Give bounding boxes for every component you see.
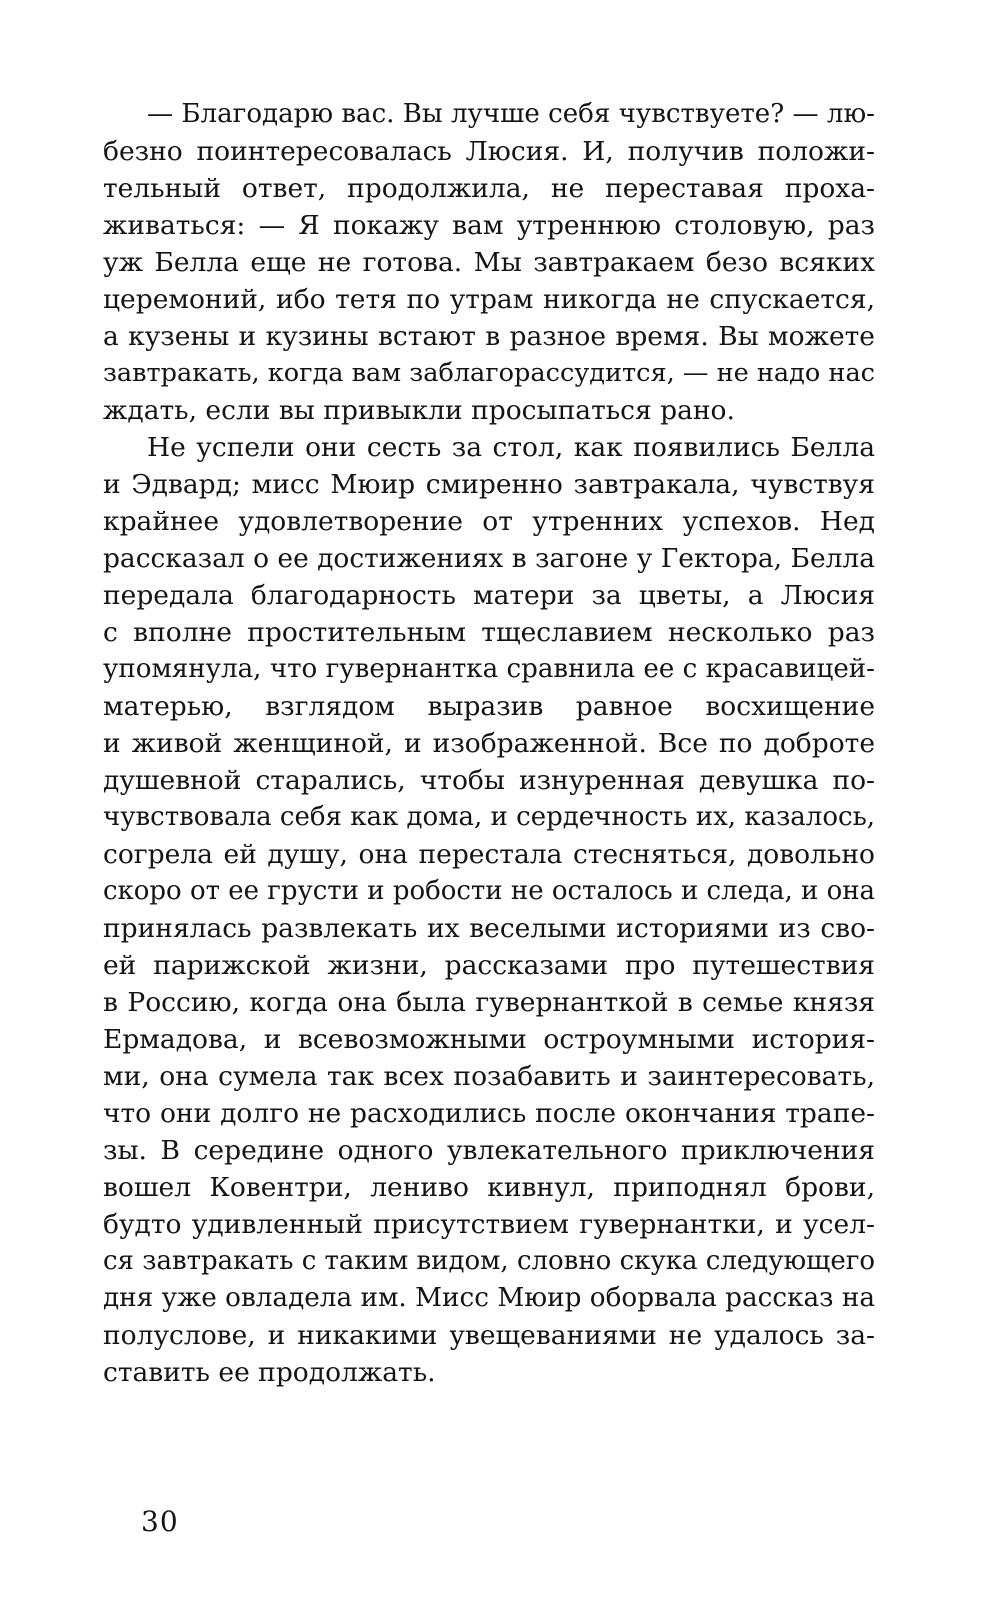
text-line: скоро от ее грусти и робости не осталось и следа, и она — [103, 876, 875, 906]
text-line: зы. В середине одного увлекательного приключения — [103, 1135, 875, 1166]
text-line: и живой женщиной, и изображенной. Все по доброте — [103, 728, 875, 759]
text-line: а кузены и кузины встают в разное время. Вы можете — [103, 321, 875, 352]
text-line: церемоний, ибо тетя по утрам никогда не спускается, — [103, 284, 875, 315]
text-line: ждать, если вы привыкли просыпаться рано. — [103, 395, 735, 426]
text-line: безно поинтересовалась Люсия. И, получив положи- — [103, 136, 875, 167]
text-line: принялась развлекать их веселыми историями из сво- — [103, 913, 875, 944]
text-line: ся завтракать с таким видом, словно скука следующего — [103, 1246, 875, 1276]
text-line: уж Белла еще не готова. Мы завтракаем безо всяких — [103, 247, 875, 278]
text-line: вошел Ковентри, лениво кивнул, приподнял брови, — [103, 1172, 875, 1203]
text-line: тельный ответ, продолжила, не переставая проха- — [103, 173, 875, 204]
text-line: завтракать, когда вам заблагорассудится, — не надо нас — [103, 358, 875, 388]
text-line: передала благодарность матери за цветы, а Люсия — [103, 580, 875, 611]
text-line: дня уже овладела им. Мисс Мюир оборвала рассказ на — [103, 1283, 875, 1313]
text-line: полуслове, и никакими увещеваниями не удалось за- — [103, 1320, 875, 1351]
text-line: Ермадова, и всевозможными остроумными история- — [103, 1024, 875, 1055]
text-line: — Благодарю вас. Вы лучше себя чувствуете? — лю- — [147, 99, 875, 129]
text-line: Не успели они сесть за стол, как появились Белла — [147, 432, 875, 463]
text-line: ставить ее продолжать. — [103, 1357, 436, 1388]
text-line: ей парижской жизни, рассказами про путешествия — [103, 950, 875, 981]
text-line: рассказал о ее достижениях в загоне у Гектора, Белла — [103, 543, 875, 574]
text-line: чувствовала себя как дома, и сердечность их, казалось, — [103, 802, 875, 832]
text-line: упомянула, что гувернантка сравнила ее с красавицей- — [103, 654, 875, 684]
text-line: с вполне простительным тщеславием несколько раз — [103, 617, 875, 648]
text-line: в Россию, когда она была гувернанткой в семье князя — [103, 987, 875, 1018]
text-line: матерью, взглядом выразив равное восхищение — [103, 691, 875, 722]
text-line: ми, она сумела так всех позабавить и заинтересовать, — [103, 1061, 875, 1092]
text-line: будто удивленный присутствием гувернантки, и усел- — [103, 1209, 875, 1240]
paragraph — [103, 96, 875, 429]
text-line: душевной старались, чтобы изнуренная девушка по- — [103, 765, 875, 796]
text-line: живаться: — Я покажу вам утреннюю столовую, раз — [103, 210, 875, 241]
text-line: что они долго не расходились после окончания трапе- — [103, 1098, 875, 1129]
body-text — [103, 96, 875, 1391]
paragraph — [103, 429, 875, 1391]
text-line: согрела ей душу, она перестала стесняться, довольно — [103, 839, 875, 870]
page-number: 30 — [141, 1505, 179, 1538]
text-line: и Эдвард; мисс Мюир смиренно завтракала, чувствуя — [103, 469, 875, 500]
text-line: крайнее удовлетворение от утренних успехов. Нед — [103, 506, 875, 537]
